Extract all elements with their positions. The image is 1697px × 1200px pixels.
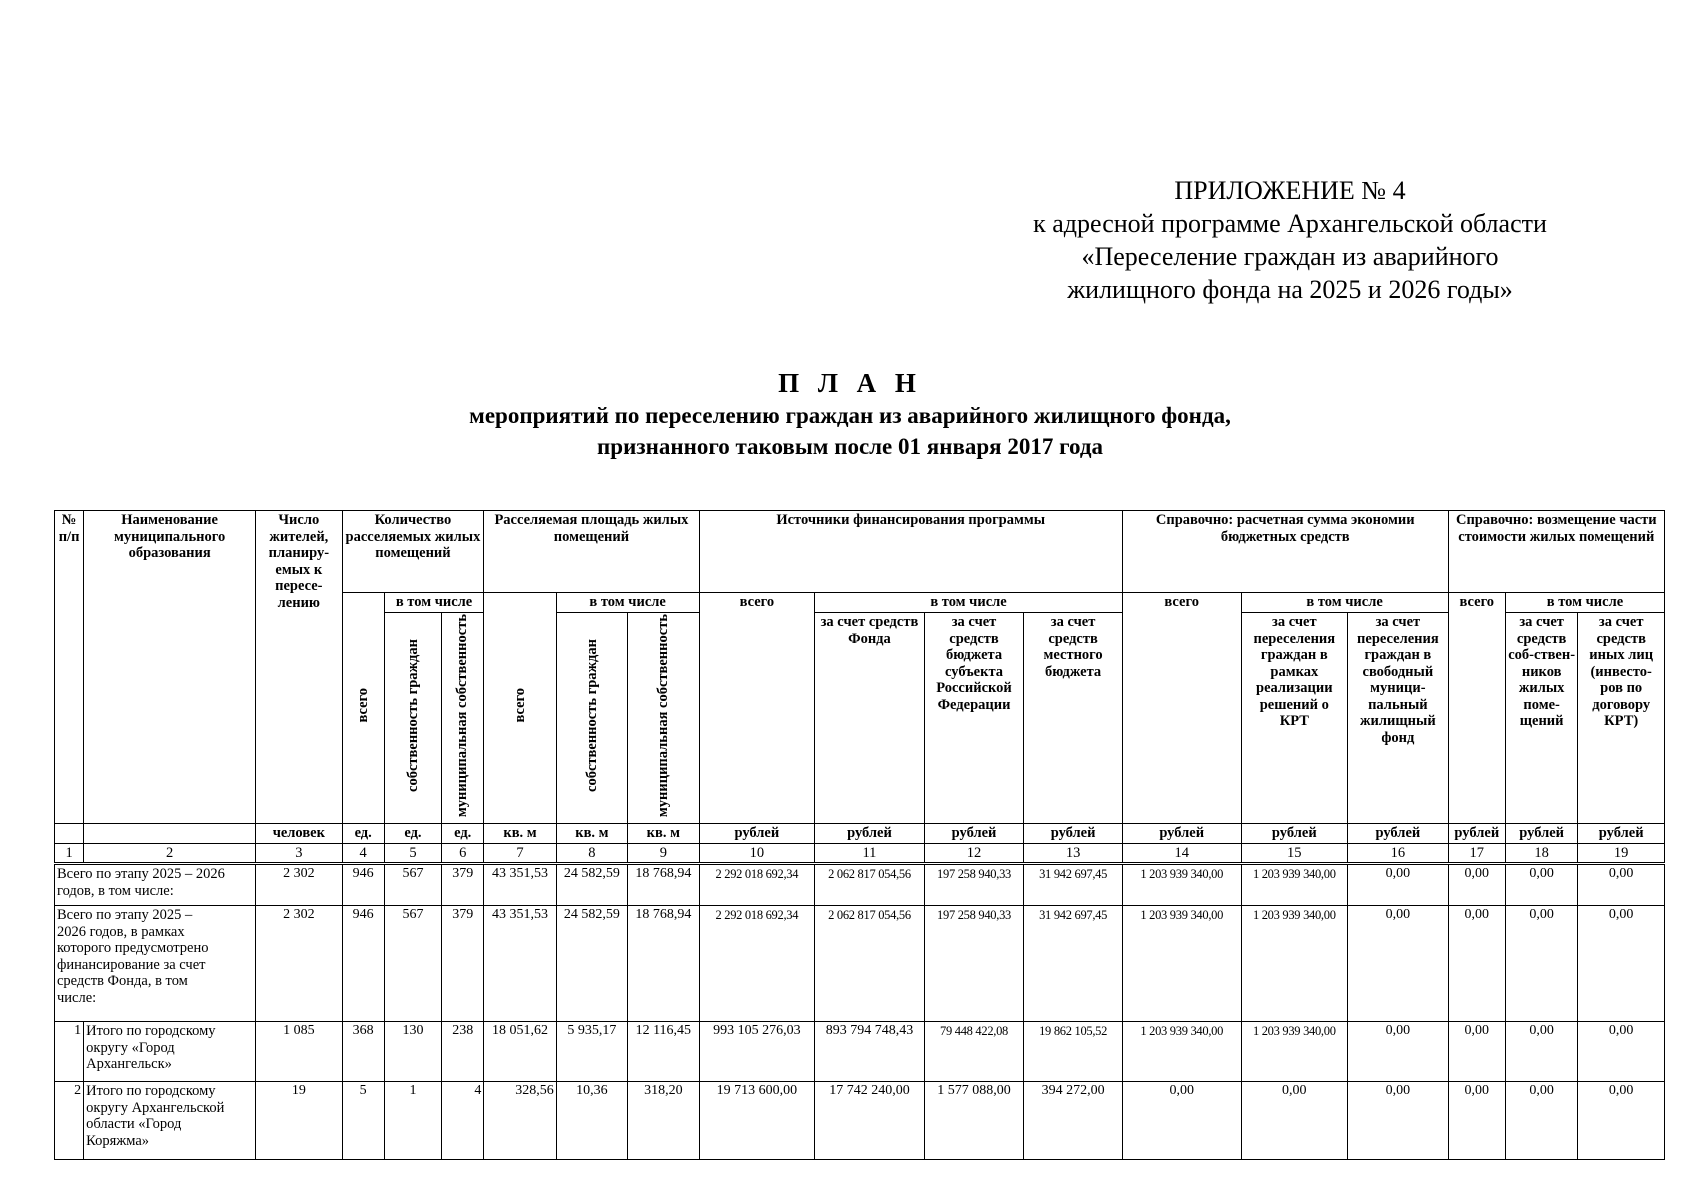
municipality-name: Итого по городскому округу «Город Архангельск» xyxy=(84,1022,256,1082)
value-cell: 2 062 817 054,56 xyxy=(815,864,925,906)
value-cell: 12 116,45 xyxy=(628,1022,699,1082)
units-row xyxy=(55,823,1665,843)
value-cell: 1 577 088,00 xyxy=(924,1082,1024,1160)
value-cell: 18 051,62 xyxy=(484,1022,556,1082)
value-cell: 1 203 939 340,00 xyxy=(1122,864,1241,906)
value-cell: 24 582,59 xyxy=(556,864,627,906)
plan-subtitle: мероприятий по переселению граждан из аварийного жилищного фонда, xyxy=(469,403,1231,428)
value-cell: 197 258 940,33 xyxy=(924,906,1024,1022)
value-cell: 946 xyxy=(342,906,384,1022)
header-fund: за счет средств Фонда xyxy=(815,613,925,824)
value-cell: 18 768,94 xyxy=(628,864,699,906)
header-subject-budget: за счет средств бюджета субъекта Российской Федерации xyxy=(924,613,1024,824)
value-cell: 2 302 xyxy=(256,906,342,1022)
value-cell: 130 xyxy=(384,1022,441,1082)
value-cell: 0,00 xyxy=(1505,1022,1577,1082)
header-financing: Источники финансирования программы xyxy=(699,511,1122,593)
header-area-including: в том числе xyxy=(556,593,699,613)
column-number: 12 xyxy=(924,843,1024,864)
unit-cell: рублей xyxy=(924,823,1024,843)
value-cell: 17 742 240,00 xyxy=(815,1082,925,1160)
value-cell: 0,00 xyxy=(1505,864,1577,906)
column-number: 17 xyxy=(1448,843,1505,864)
header-rooms-citizens: собственность граждан xyxy=(384,613,441,824)
value-cell: 238 xyxy=(442,1022,484,1082)
value-cell: 379 xyxy=(442,906,484,1022)
header-other-funds: за счет средств иных лиц (инвесто-ров по договору КРТ) xyxy=(1578,613,1665,824)
unit-cell: рублей xyxy=(1024,823,1123,843)
header-area-total: всего xyxy=(484,593,556,824)
value-cell: 0,00 xyxy=(1448,864,1505,906)
row-label: Всего по этапу 2025 – 2026 годов, в том числе: xyxy=(55,864,256,906)
value-cell: 0,00 xyxy=(1578,1022,1665,1082)
header-area: Расселяемая площадь жилых помещений xyxy=(484,511,699,593)
header-compensation-including: в том числе xyxy=(1505,593,1664,613)
column-number: 7 xyxy=(484,843,556,864)
value-cell: 2 062 817 054,56 xyxy=(815,906,925,1022)
value-cell: 0,00 xyxy=(1348,864,1449,906)
header-residents: Число жителей, планиру-емых к пересе-лению xyxy=(256,511,342,824)
header-resettle-krt: за счет переселения граждан в рамках реализации решений о КРТ xyxy=(1241,613,1348,824)
annex-heading xyxy=(1000,174,1580,306)
value-cell: 394 272,00 xyxy=(1024,1082,1123,1160)
table-row xyxy=(55,1082,1665,1160)
column-number: 6 xyxy=(442,843,484,864)
value-cell: 43 351,53 xyxy=(484,906,556,1022)
value-cell: 31 942 697,45 xyxy=(1024,864,1123,906)
header-compensation: Справочно: возмещение части стоимости жилых помещений xyxy=(1448,511,1664,593)
value-cell: 328,56 xyxy=(484,1082,556,1160)
column-number: 9 xyxy=(628,843,699,864)
table-row xyxy=(55,906,1665,1022)
column-number: 13 xyxy=(1024,843,1123,864)
value-cell: 2 292 018 692,34 xyxy=(699,906,815,1022)
header-municipality: Наименование муниципального образования xyxy=(84,511,256,824)
header-local-budget: за счет средств местного бюджета xyxy=(1024,613,1123,824)
column-number: 18 xyxy=(1505,843,1577,864)
value-cell: 0,00 xyxy=(1578,906,1665,1022)
column-number: 4 xyxy=(342,843,384,864)
header-area-municipal: муниципальная собственность xyxy=(628,613,699,824)
value-cell: 0,00 xyxy=(1348,1082,1449,1160)
value-cell: 0,00 xyxy=(1448,906,1505,1022)
value-cell: 197 258 940,33 xyxy=(924,864,1024,906)
value-cell: 1 203 939 340,00 xyxy=(1241,864,1348,906)
value-cell: 0,00 xyxy=(1448,1022,1505,1082)
unit-cell: рублей xyxy=(1448,823,1505,843)
value-cell: 379 xyxy=(442,864,484,906)
value-cell: 1 203 939 340,00 xyxy=(1241,906,1348,1022)
row-label: Всего по этапу 2025 – 2026 годов, в рамках которого предусмотрено финансирование за счет средств Фонда, в том числе: xyxy=(55,906,256,1022)
unit-cell: рублей xyxy=(699,823,815,843)
header-area-citizens: собственность граждан xyxy=(556,613,627,824)
column-number: 11 xyxy=(815,843,925,864)
header-financing-total: всего xyxy=(699,593,815,824)
unit-cell: рублей xyxy=(1578,823,1665,843)
unit-cell: ед. xyxy=(442,823,484,843)
value-cell: 0,00 xyxy=(1122,1082,1241,1160)
header-financing-including: в том числе xyxy=(815,593,1123,613)
annex-number: ПРИЛОЖЕНИЕ № 4 xyxy=(1174,176,1406,205)
column-number: 3 xyxy=(256,843,342,864)
table-row xyxy=(55,864,1665,906)
value-cell: 0,00 xyxy=(1505,906,1577,1022)
annex-program-line: «Переселение граждан из аварийного xyxy=(1081,242,1499,271)
value-cell: 0,00 xyxy=(1505,1082,1577,1160)
value-cell: 893 794 748,43 xyxy=(815,1022,925,1082)
unit-cell: кв. м xyxy=(556,823,627,843)
header-compensation-total: всего xyxy=(1448,593,1505,824)
header-savings-including: в том числе xyxy=(1241,593,1448,613)
value-cell: 946 xyxy=(342,864,384,906)
municipality-name: Итого по городскому округу Архангельской области «Город Коряжма» xyxy=(84,1082,256,1160)
value-cell: 1 xyxy=(384,1082,441,1160)
column-number: 2 xyxy=(84,843,256,864)
unit-cell: рублей xyxy=(1348,823,1449,843)
value-cell: 1 203 939 340,00 xyxy=(1241,1022,1348,1082)
value-cell: 0,00 xyxy=(1241,1082,1348,1160)
header-savings-total: всего xyxy=(1122,593,1241,824)
value-cell: 0,00 xyxy=(1578,1082,1665,1160)
column-number: 16 xyxy=(1348,843,1449,864)
unit-cell: рублей xyxy=(1241,823,1348,843)
document-title xyxy=(300,366,1400,462)
unit-cell: рублей xyxy=(1122,823,1241,843)
value-cell: 31 942 697,45 xyxy=(1024,906,1123,1022)
unit-cell: рублей xyxy=(815,823,925,843)
header-rooms-municipal: муниципальная собственность xyxy=(442,613,484,824)
unit-cell: кв. м xyxy=(628,823,699,843)
value-cell: 1 085 xyxy=(256,1022,342,1082)
table-row xyxy=(55,1022,1665,1082)
value-cell: 18 768,94 xyxy=(628,906,699,1022)
value-cell: 10,36 xyxy=(556,1082,627,1160)
column-number: 19 xyxy=(1578,843,1665,864)
header-rooms-count: Количество расселяемых жилых помещений xyxy=(342,511,484,593)
header-num: № п/п xyxy=(55,511,84,824)
plan-title: П Л А Н xyxy=(778,368,922,398)
value-cell: 2 292 018 692,34 xyxy=(699,864,815,906)
unit-cell: рублей xyxy=(1505,823,1577,843)
value-cell: 368 xyxy=(342,1022,384,1082)
value-cell: 79 448 422,08 xyxy=(924,1022,1024,1082)
value-cell: 0,00 xyxy=(1448,1082,1505,1160)
column-number: 15 xyxy=(1241,843,1348,864)
value-cell: 43 351,53 xyxy=(484,864,556,906)
value-cell: 1 203 939 340,00 xyxy=(1122,906,1241,1022)
value-cell: 24 582,59 xyxy=(556,906,627,1022)
header-rooms-including: в том числе xyxy=(384,593,484,613)
annex-ref-line: к адресной программе Архангельской области xyxy=(1033,209,1547,238)
column-number: 5 xyxy=(384,843,441,864)
value-cell: 5 xyxy=(342,1082,384,1160)
value-cell: 5 935,17 xyxy=(556,1022,627,1082)
value-cell: 993 105 276,03 xyxy=(699,1022,815,1082)
value-cell: 19 862 105,52 xyxy=(1024,1022,1123,1082)
value-cell: 567 xyxy=(384,906,441,1022)
resettlement-plan-table xyxy=(54,510,1665,1160)
value-cell: 4 xyxy=(442,1082,484,1160)
column-number: 10 xyxy=(699,843,815,864)
column-number: 8 xyxy=(556,843,627,864)
value-cell: 0,00 xyxy=(1348,906,1449,1022)
value-cell: 19 xyxy=(256,1082,342,1160)
row-number: 1 xyxy=(55,1022,84,1082)
column-number: 1 xyxy=(55,843,84,864)
value-cell: 1 203 939 340,00 xyxy=(1122,1022,1241,1082)
unit-cell: человек xyxy=(256,823,342,843)
column-numbers-row xyxy=(55,843,1665,864)
unit-cell: кв. м xyxy=(484,823,556,843)
plan-subtitle-2: признанного таковым после 01 января 2017 года xyxy=(597,434,1103,459)
annex-program-line-2: жилищного фонда на 2025 и 2026 годы» xyxy=(1067,275,1513,304)
header-resettle-free: за счет переселения граждан в свободный муници-пальный жилищный фонд xyxy=(1348,613,1449,824)
value-cell: 2 302 xyxy=(256,864,342,906)
value-cell: 567 xyxy=(384,864,441,906)
value-cell: 0,00 xyxy=(1348,1022,1449,1082)
unit-cell: ед. xyxy=(342,823,384,843)
value-cell: 0,00 xyxy=(1578,864,1665,906)
column-number: 14 xyxy=(1122,843,1241,864)
unit-cell: ед. xyxy=(384,823,441,843)
value-cell: 318,20 xyxy=(628,1082,699,1160)
header-rooms-total: всего xyxy=(342,593,384,824)
header-owners-funds: за счет средств соб-ствен-ников жилых поме-щений xyxy=(1505,613,1577,824)
row-number: 2 xyxy=(55,1082,84,1160)
value-cell: 19 713 600,00 xyxy=(699,1082,815,1160)
header-savings: Справочно: расчетная сумма экономии бюджетных средств xyxy=(1122,511,1448,593)
